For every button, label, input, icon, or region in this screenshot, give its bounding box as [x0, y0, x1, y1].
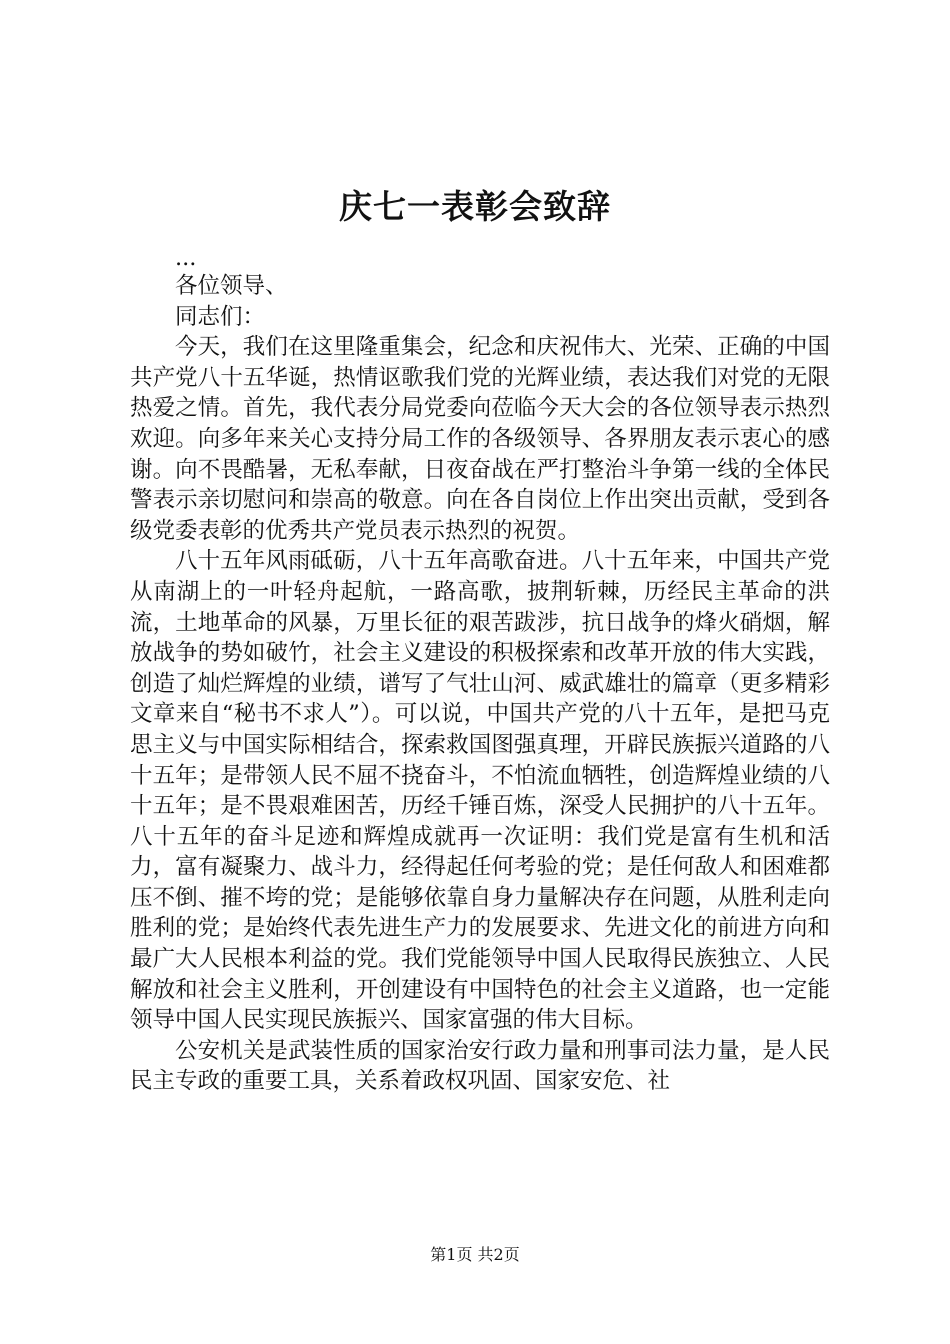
salutation-leaders: 各位领导、: [175, 273, 288, 299]
paragraph: 八十五年风雨砥砺，八十五年高歌奋进。八十五年来，中国共产党从南湖上的一叶轻舟起航，一路高歌，披荆斩棘，历经民主革命的洪流，土地革命的风暴，万里长征的艰苦跋涉，抗日战争的烽火硝烟，解放战争的势如破竹，社会主义建设的积极探索和改革开放的伟大实践，创造了灿烂辉煌的业绩，谱写了气壮山河、威武雄壮的篇章（更多精彩文章来自“秘书不求人”）。可以说，中国共产党的八十五年，是把马克思主义与中国实际相结合，探索救国图强真理，开辟民族振兴道路的八十五年；是带领人民不屈不挠奋斗，不怕流血牺牲，创造辉煌业绩的八十五年；是不畏艰难困苦，历经千锤百炼，深受人民拥护的八十五年。八十五年的奋斗足迹和辉煌成就再一次证明：我们党是富有生机和活力，富有凝聚力、战斗力，经得起任何考验的党；是任何敌人和困难都压不倒、摧不垮的党；是能够依靠自身力量解决存在问题，从胜利走向胜利的党；是始终代表先进生产力的发展要求、先进文化的前进方向和最广大人民根本利益的党。我们党能领导中国人民取得民族独立、人民解放和社会主义胜利，开创建设有中国特色的社会主义道路，也一定能领导中国人民实现民族振兴、国家富强的伟大目标。: [130, 548, 830, 1034]
page-footer: 第1页 共2页: [430, 1245, 520, 1264]
document-body: [130, 245, 830, 1097]
document-title: 庆七一表彰会致辞: [339, 187, 611, 226]
salutation-comrades: 同志们：: [175, 303, 266, 330]
paragraph: 今天，我们在这里隆重集会，纪念和庆祝伟大、光荣、正确的中国共产党八十五华诞，热情讴歌我们党的光辉业绩，表达我们对党的无限热爱之情。首先，我代表分局党委向莅临今天大会的各位领导表示热烈欢迎。向多年来关心支持分局工作的各级领导、各界朋友表示衷心的感谢。向不畏酷暑，无私奉献，日夜奋战在严打整治斗争第一线的全体民警表示亲切慰问和崇高的敬意。向在各自岗位上作出突出贡献，受到各级党委表彰的优秀共产党员表示热烈的祝贺。: [130, 334, 830, 544]
ellipsis-line: ...: [175, 245, 197, 271]
paragraph: 公安机关是武装性质的国家治安行政力量和刑事司法力量，是人民民主专政的重要工具，关系着政权巩固、国家安危、社: [130, 1037, 830, 1095]
